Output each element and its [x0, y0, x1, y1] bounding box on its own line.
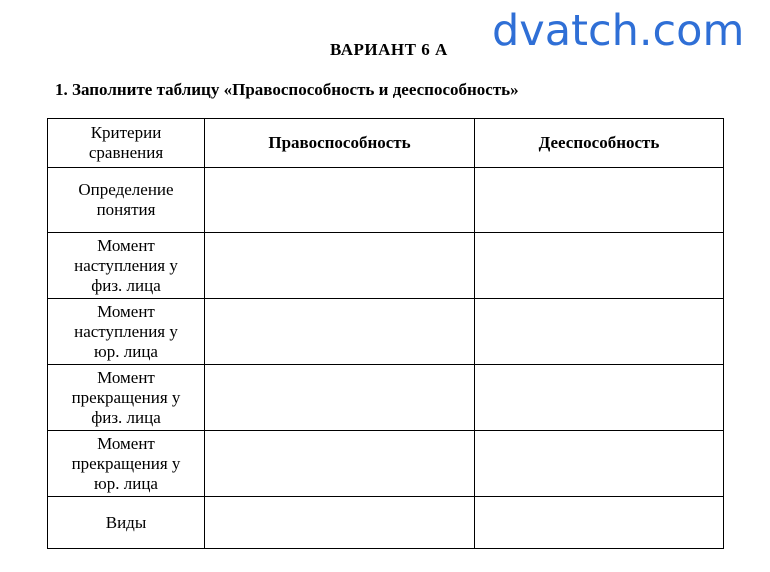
table-row: [48, 497, 724, 549]
legal-capacity-cell[interactable]: [205, 168, 475, 233]
table-row: [48, 168, 724, 233]
table-row: [48, 299, 724, 365]
dispositive-capacity-cell[interactable]: [475, 168, 724, 233]
criterion-cell: Момент прекращения у физ. лица: [48, 365, 205, 431]
legal-capacity-cell[interactable]: [205, 233, 475, 299]
table-header-row: [48, 119, 724, 168]
header-criteria: Критерии сравнения: [48, 119, 205, 168]
legal-capacity-cell[interactable]: [205, 431, 475, 497]
header-legal-capacity: Правоспособность: [205, 119, 475, 168]
table-row: [48, 431, 724, 497]
comparison-table: [47, 118, 724, 549]
criterion-cell: Момент наступления у юр. лица: [48, 299, 205, 365]
criterion-cell: Момент наступления у физ. лица: [48, 233, 205, 299]
task-title: 1. Заполните таблицу «Правоспособность и дееспособность»: [55, 80, 519, 99]
watermark: dvatch.com: [492, 6, 745, 56]
dispositive-capacity-cell[interactable]: [475, 233, 724, 299]
table-row: [48, 233, 724, 299]
variant-title: ВАРИАНТ 6 А: [330, 40, 448, 59]
criterion-cell: Определение понятия: [48, 168, 205, 233]
criterion-cell: Момент прекращения у юр. лица: [48, 431, 205, 497]
legal-capacity-cell[interactable]: [205, 497, 475, 549]
dispositive-capacity-cell[interactable]: [475, 497, 724, 549]
criterion-cell: Виды: [48, 497, 205, 549]
table-row: [48, 365, 724, 431]
dispositive-capacity-cell[interactable]: [475, 299, 724, 365]
legal-capacity-cell[interactable]: [205, 299, 475, 365]
dispositive-capacity-cell[interactable]: [475, 431, 724, 497]
header-dispositive-capacity: Дееспособность: [475, 119, 724, 168]
dispositive-capacity-cell[interactable]: [475, 365, 724, 431]
legal-capacity-cell[interactable]: [205, 365, 475, 431]
